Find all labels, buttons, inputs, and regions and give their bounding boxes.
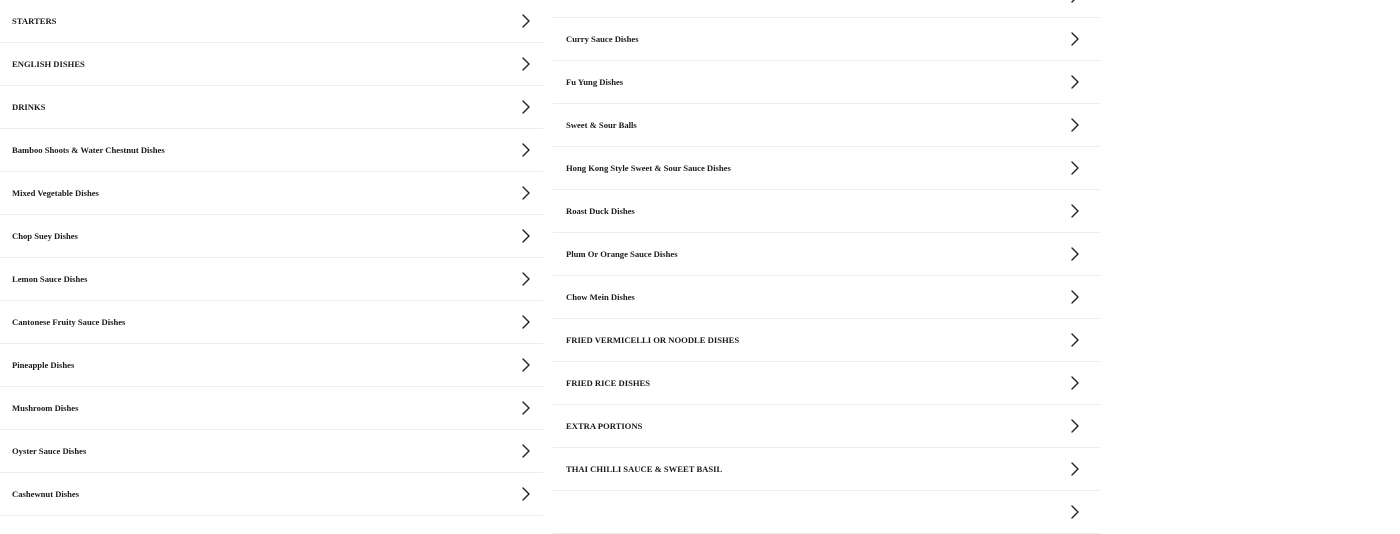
chevron-right-icon	[1070, 32, 1080, 46]
category-row-mixed-vegetable-dishes[interactable]	[0, 172, 543, 215]
chevron-right-icon	[521, 358, 531, 372]
category-label: Mixed Vegetable Dishes	[12, 188, 99, 198]
category-row-cantonese-fruity-sauce-dishes[interactable]	[0, 301, 543, 344]
chevron-right-icon	[1070, 462, 1080, 476]
category-row-cashewnut-dishes[interactable]	[0, 473, 543, 516]
category-label: THAI CHILLI SAUCE & SWEET BASIL	[566, 464, 723, 474]
category-label: Plum Or Orange Sauce Dishes	[566, 249, 678, 259]
category-row-lemon-sauce-dishes[interactable]	[0, 258, 543, 301]
category-label: Roast Duck Dishes	[566, 206, 635, 216]
category-label: Pineapple Dishes	[12, 360, 75, 370]
chevron-right-icon	[1070, 247, 1080, 261]
chevron-right-icon	[1070, 204, 1080, 218]
category-label: Oyster Sauce Dishes	[12, 446, 87, 456]
chevron-right-icon	[521, 57, 531, 71]
category-label: Sweet & Sour Balls	[566, 120, 637, 130]
category-label: Hong Kong Style Sweet & Sour Sauce Dishes	[566, 163, 731, 173]
chevron-right-icon	[521, 444, 531, 458]
category-row-item[interactable]	[553, 491, 1100, 534]
category-row-curry-sauce-dishes[interactable]	[553, 18, 1100, 61]
chevron-right-icon	[1070, 290, 1080, 304]
chevron-right-icon	[1070, 333, 1080, 347]
chevron-right-icon	[1070, 419, 1080, 433]
category-row-fu-yung-dishes[interactable]	[553, 61, 1100, 104]
chevron-right-icon	[1070, 161, 1080, 175]
right-category-list	[553, 0, 1100, 534]
category-label: Mushroom Dishes	[12, 403, 79, 413]
category-row-plum-or-orange-sauce-dishes[interactable]	[553, 233, 1100, 276]
category-row-english-dishes[interactable]	[0, 43, 543, 86]
category-row-pineapple-dishes[interactable]	[0, 344, 543, 387]
category-label: FRIED RICE DISHES	[566, 378, 651, 388]
category-row-chop-suey-dishes[interactable]	[0, 215, 543, 258]
category-label: Cashewnut Dishes	[12, 489, 80, 499]
category-label: Fu Yung Dishes	[566, 77, 624, 87]
category-row-starters[interactable]	[0, 0, 543, 43]
category-row-fried-vermicelli-or-noodle-dishes[interactable]	[553, 319, 1100, 362]
chevron-right-icon	[1070, 505, 1080, 519]
chevron-right-icon	[1070, 0, 1080, 3]
category-label: Lemon Sauce Dishes	[12, 274, 88, 284]
category-label: Bamboo Shoots & Water Chestnut Dishes	[12, 145, 165, 155]
chevron-right-icon	[521, 14, 531, 28]
chevron-right-icon	[1070, 118, 1080, 132]
category-label: FRIED VERMICELLI OR NOODLE DISHES	[566, 335, 740, 345]
category-row-oyster-sauce-dishes[interactable]	[0, 430, 543, 473]
category-row-extra-portions[interactable]	[553, 405, 1100, 448]
chevron-right-icon	[521, 100, 531, 114]
category-label: EXTRA PORTIONS	[566, 421, 643, 431]
chevron-right-icon	[521, 229, 531, 243]
chevron-right-icon	[1070, 376, 1080, 390]
left-category-list	[0, 0, 543, 516]
category-row-item[interactable]	[553, 0, 1100, 18]
category-label: Curry Sauce Dishes	[566, 34, 639, 44]
category-row-mushroom-dishes[interactable]	[0, 387, 543, 430]
category-row-hong-kong-style-sweet-sour-sauce-dishes[interactable]	[553, 147, 1100, 190]
chevron-right-icon	[521, 315, 531, 329]
category-row-sweet-sour-balls[interactable]	[553, 104, 1100, 147]
category-row-bamboo-shoots-water-chestnut-dishes[interactable]	[0, 129, 543, 172]
chevron-right-icon	[521, 272, 531, 286]
chevron-right-icon	[521, 401, 531, 415]
category-label: Chow Mein Dishes	[566, 292, 635, 302]
category-row-chow-mein-dishes[interactable]	[553, 276, 1100, 319]
chevron-right-icon	[521, 186, 531, 200]
category-label: STARTERS	[12, 16, 57, 26]
category-label: Cantonese Fruity Sauce Dishes	[12, 317, 126, 327]
category-row-drinks[interactable]	[0, 86, 543, 129]
category-row-thai-chilli-sauce-sweet-basil[interactable]	[553, 448, 1100, 491]
category-label: DRINKS	[12, 102, 46, 112]
category-label: ENGLISH DISHES	[12, 59, 85, 69]
category-label: Chop Suey Dishes	[12, 231, 78, 241]
category-row-roast-duck-dishes[interactable]	[553, 190, 1100, 233]
chevron-right-icon	[1070, 75, 1080, 89]
chevron-right-icon	[521, 487, 531, 501]
category-row-fried-rice-dishes[interactable]	[553, 362, 1100, 405]
chevron-right-icon	[521, 143, 531, 157]
